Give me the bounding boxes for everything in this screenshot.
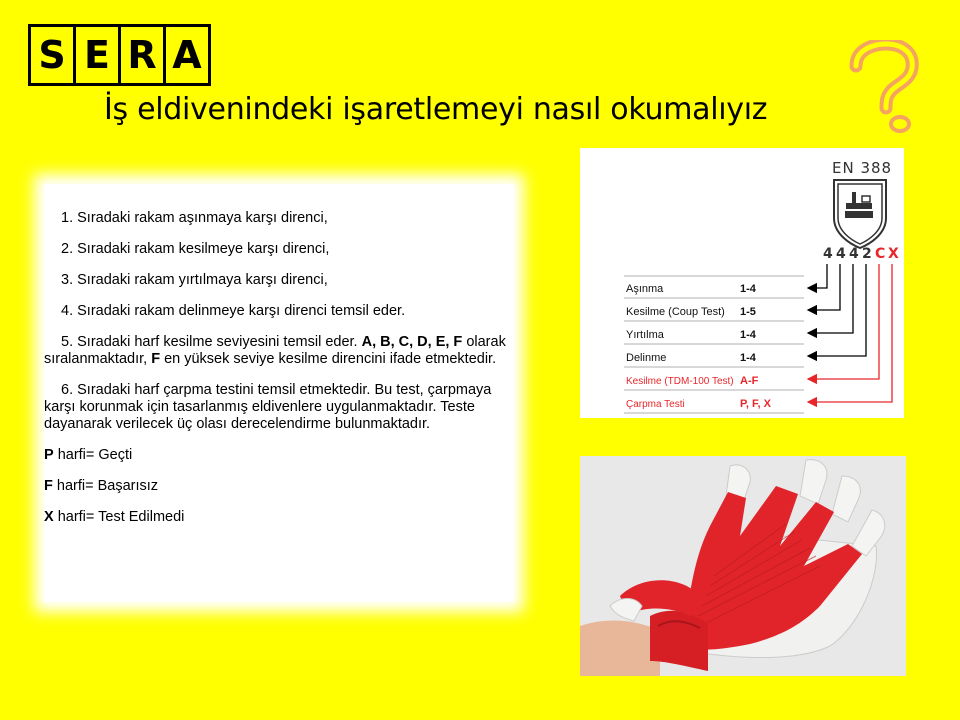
row-range: P, F, X [740,398,771,410]
table-row [626,283,757,295]
rating-line-f: F harfi= Başarısız [44,478,159,494]
rating-line-x: X harfi= Test Edilmedi [44,509,185,525]
sera-logo [28,24,211,86]
row-range: A-F [740,375,759,387]
row-range: 1-5 [740,306,756,318]
info-panel [44,184,514,602]
list-item: 3. Sıradaki rakam yırtılmaya karşı direnci, [61,272,328,288]
en388-shield-icon [834,180,886,248]
row-label: Aşınma [626,283,664,295]
logo-letter-e: E [76,27,121,83]
list-item: 1. Sıradaki rakam aşınmaya karşı direnci, [61,210,328,226]
list-item: 6. Sıradaki harf çarpma testini temsil etmektedir. Bu test, çarpmaya karşı korunmak için tasarlanmış eldivenlere uygulanmaktadır. Teste dayanarak verilecek üç olası derecelendirme bulunmaktadır. [44,382,492,432]
en388-title: EN 388 [832,159,893,177]
rating-line-p: P harfi= Geçti [44,447,133,463]
code-letter-5: C [875,246,886,262]
list-item: 4. Sıradaki rakam delinmeye karşı direnci temsil eder. [61,303,406,319]
logo-letter-s: S [31,27,76,83]
en388-diagram [580,148,904,418]
table-row [626,306,756,318]
row-range: 1-4 [740,283,756,295]
question-mark-icon [848,40,920,136]
code-digit-3: 4 [849,246,859,262]
list-item: 2. Sıradaki rakam kesilmeye karşı direnci, [61,241,330,257]
table-row [626,352,757,364]
code-letter-6: X [888,246,899,262]
code-digit-2: 4 [836,246,846,262]
connector-lines [808,264,892,402]
row-range: 1-4 [740,352,756,364]
table-row [626,329,757,341]
code-digit-1: 4 [823,246,833,262]
glove-photo [580,456,906,676]
logo-letter-a: A [172,33,202,77]
list-item: 5. Sıradaki harf kesilme seviyesini temsil eder. A, B, C, D, E, F olarak sıralanmaktadır, F en yüksek seviye kesilme direncini ifade etmektedir. [44,334,506,367]
row-label: Yırtılma [626,329,664,341]
logo-letter-r: R [121,27,166,83]
row-label: Çarpma Testi [626,399,685,410]
row-label: Kesilme (TDM-100 Test) [626,376,734,387]
row-label: Kesilme (Coup Test) [626,306,725,318]
row-label: Delinme [626,352,667,364]
slide-title: İş eldivenindeki işaretlemeyi nasıl okumalıyız [104,92,768,127]
table-row [626,375,759,387]
table-row [626,398,772,410]
code-digit-4: 2 [862,246,872,262]
row-range: 1-4 [740,329,756,341]
